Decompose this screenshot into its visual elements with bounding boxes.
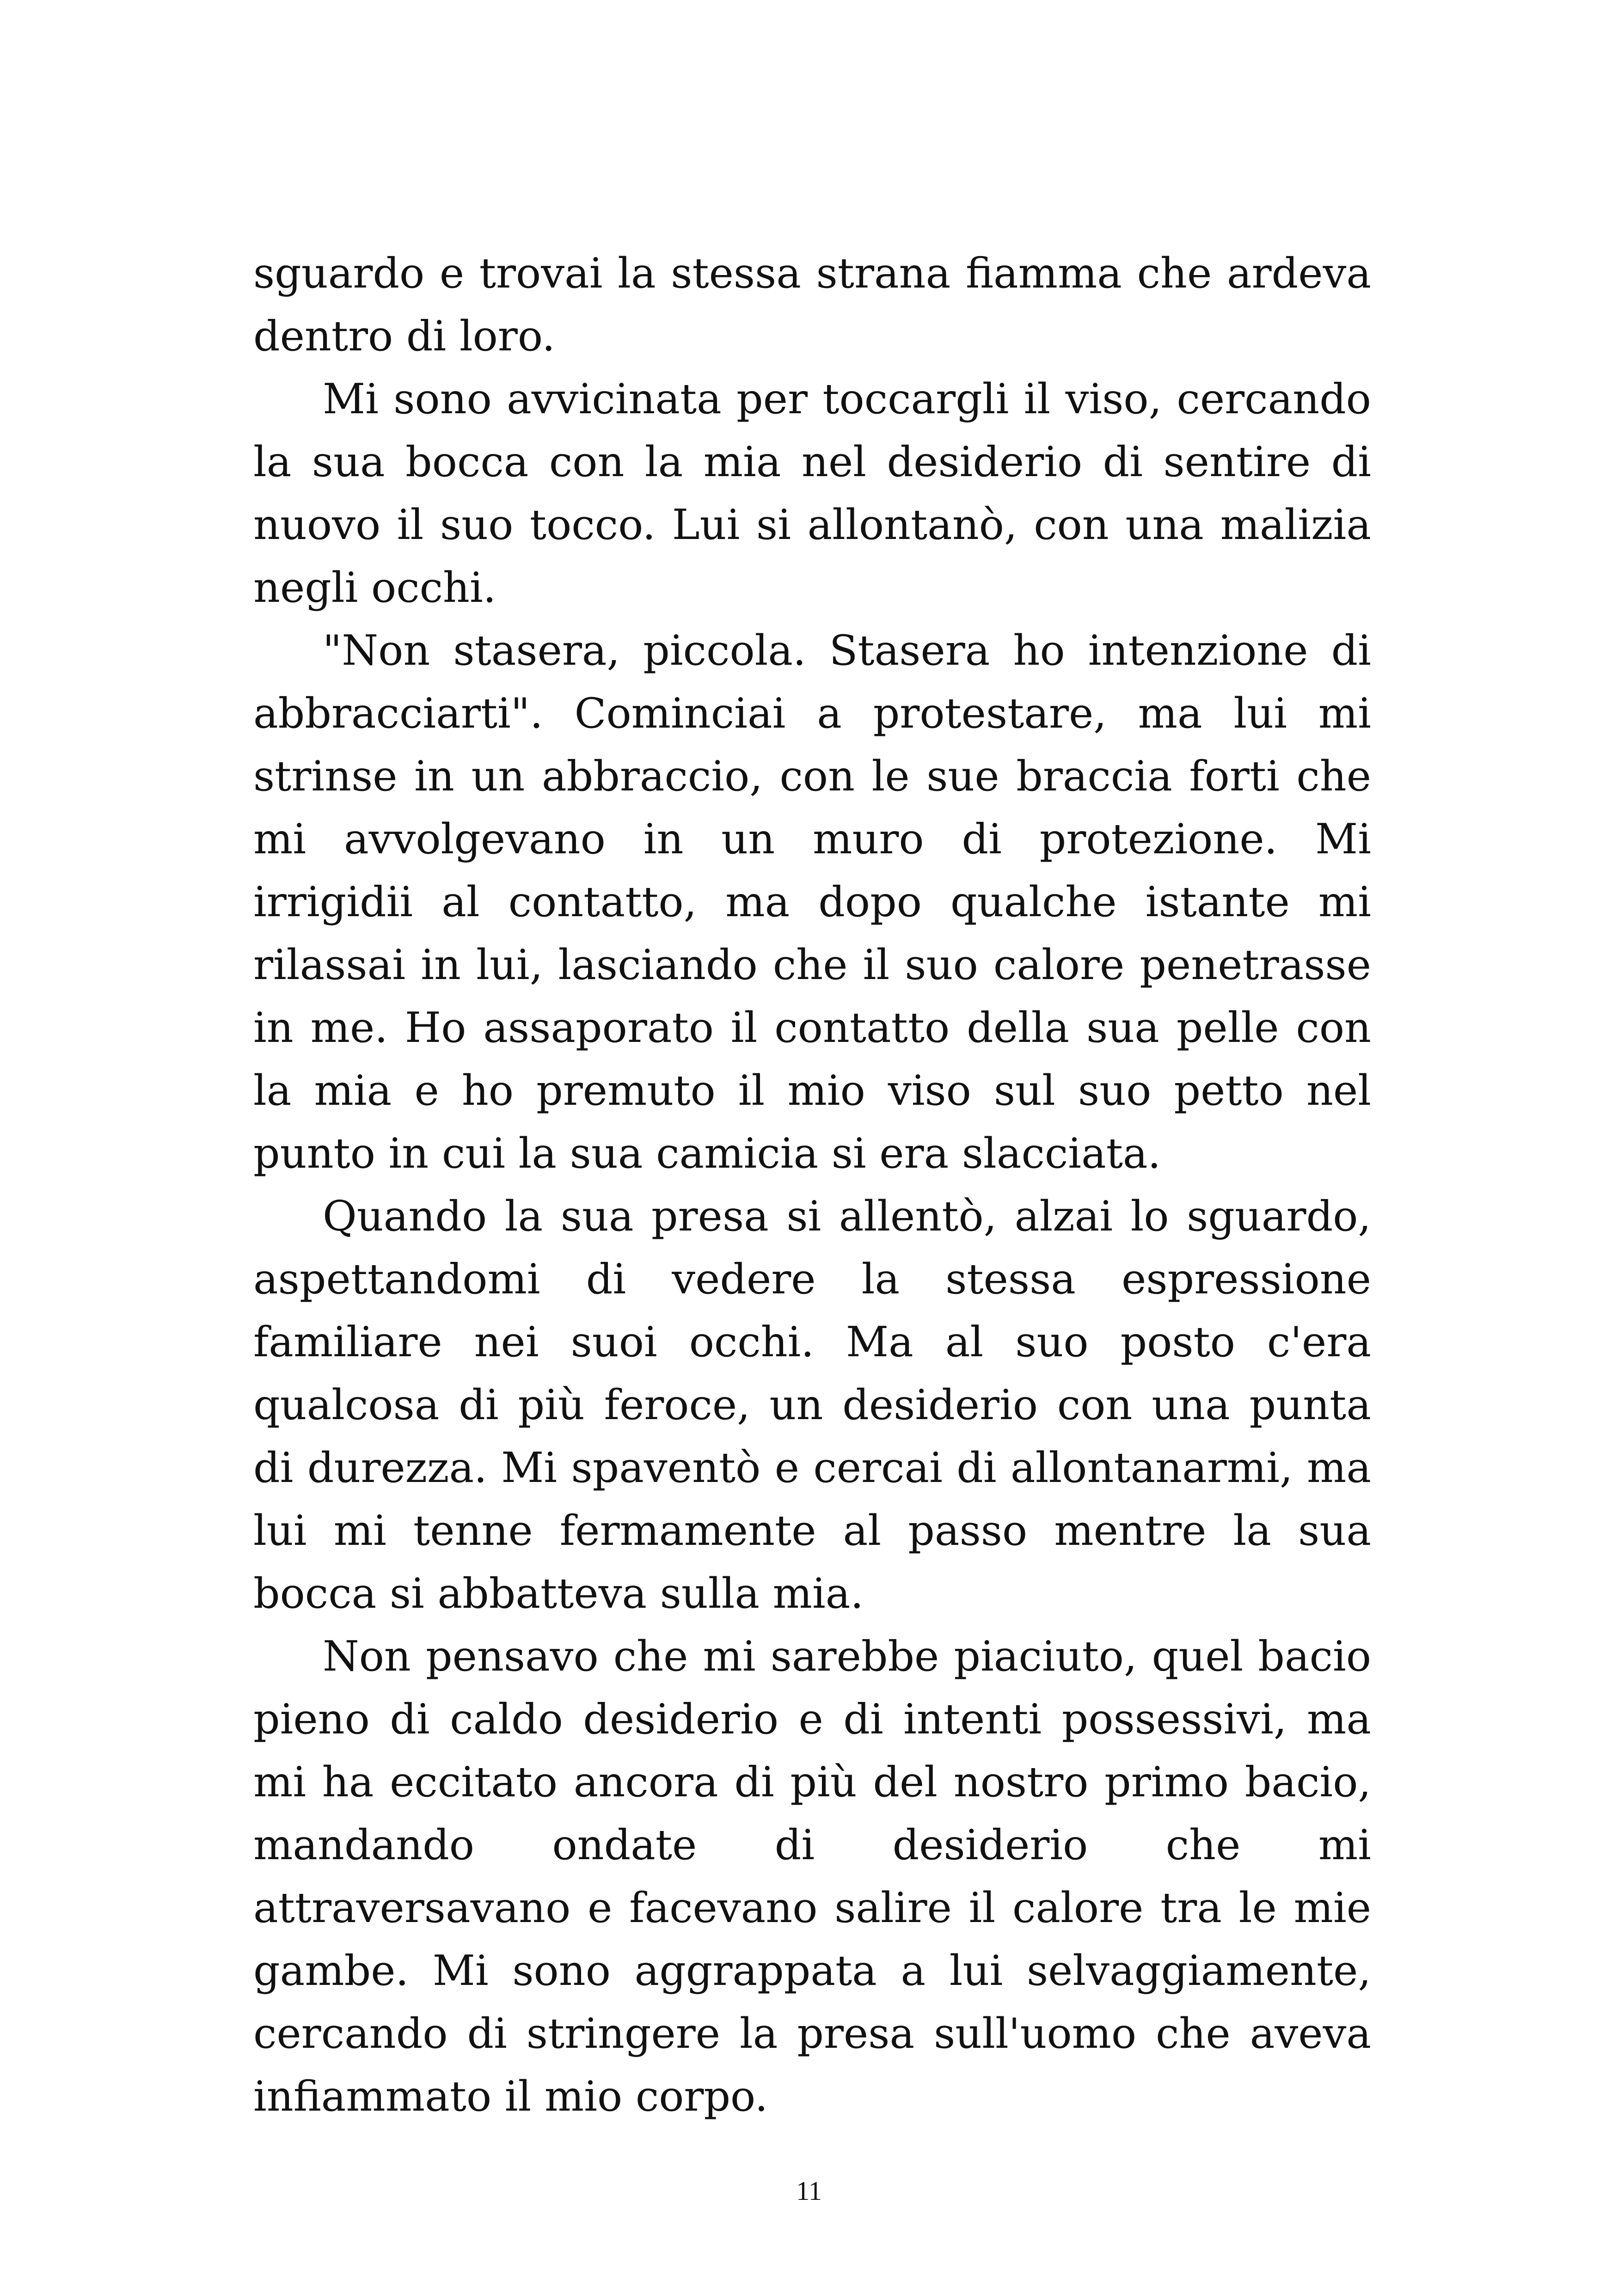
paragraph-5: Non pensavo che mi sarebbe piaciuto, quel bacio pieno di caldo desiderio e di intenti possessivi, ma mi ha eccitato ancora di più del nostro primo bacio, mandando ondate di desiderio che mi attraversavano e facevano salire il calore tra le mie gambe. Mi sono aggrappata a lui selvaggiamente, cercando di stringere la presa sull'uomo che aveva infiammato il mio corpo. [253, 1632, 1371, 2121]
paragraph-3: "Non stasera, piccola. Stasera ho intenzione di abbracciarti". Cominciai a protestare, ma lui mi strinse in un abbraccio, con le sue braccia forti che mi avvolgevano in un muro di protezione. Mi irrigidii al contatto, ma dopo qualche istante mi rilassai in lui, lasciando che il suo calore penetrasse in me. Ho assaporato il contatto della sua pelle con la mia e ho premuto il mio viso sul suo petto nel punto in cui la sua camicia si era slacciata. [253, 626, 1371, 1178]
page-number: 11 [796, 2176, 822, 2206]
body-text [253, 242, 1371, 2128]
paragraph-1: sguardo e trovai la stessa strana fiamma che ardeva dentro di loro. [253, 249, 1371, 361]
paragraph-4: Quando la sua presa si allentò, alzai lo sguardo, aspettandomi di vedere la stessa espressione familiare nei suoi occhi. Ma al suo posto c'era qualcosa di più feroce, un desiderio con una punta di durezza. Mi spaventò e cercai di allontanarmi, ma lui mi tenne fermamente al passo mentre la sua bocca si abbatteva sulla mia. [253, 1192, 1371, 1618]
paragraph-2: Mi sono avvicinata per toccargli il viso, cercando la sua bocca con la mia nel desiderio di sentire di nuovo il suo tocco. Lui si allontanò, con una malizia negli occhi. [253, 375, 1371, 612]
